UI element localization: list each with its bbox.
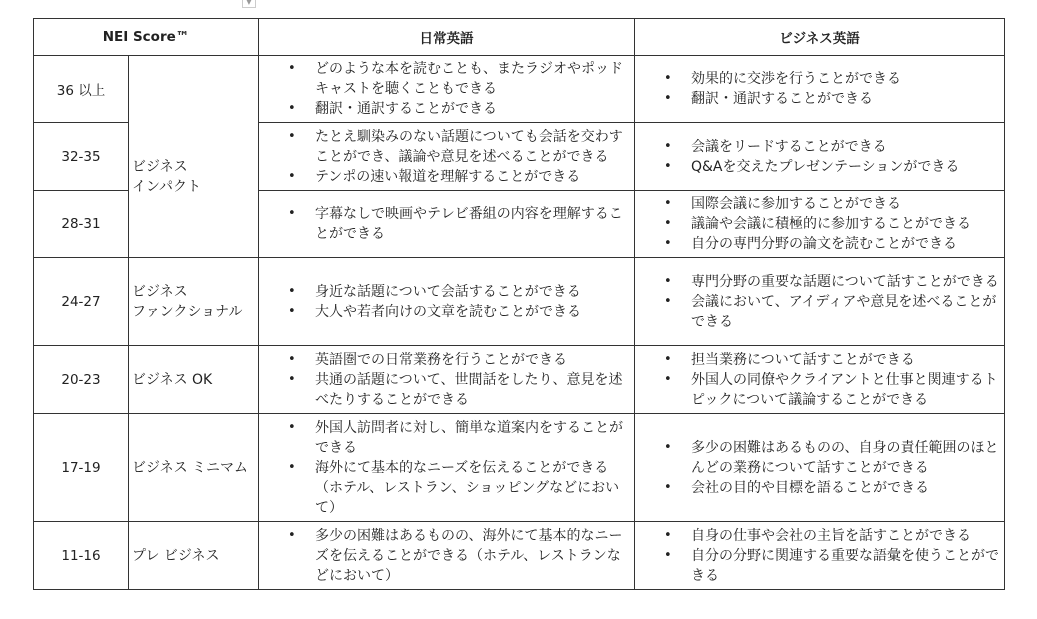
score-cell: 24-27 <box>34 258 129 346</box>
business-cell <box>635 258 1005 346</box>
level-cell: ビジネス OK <box>129 346 259 414</box>
business-cell <box>635 56 1005 123</box>
list-item: • たとえ馴染みのない話題についても会話を交わすことができ、議論や意見を述べることができる <box>315 127 630 167</box>
business-cell <box>635 414 1005 522</box>
business-cell <box>635 191 1005 258</box>
list-item: • どのような本を読むことも、またラジオやポッドキャストを聴くこともできる <box>315 59 630 99</box>
list-item: • 多少の困難はあるものの、海外にて基本的なニーズを伝えることができる（ホテル、レストランなどにおいて） <box>315 526 630 586</box>
list-item: • 担当業務について話すことができる <box>691 350 1000 370</box>
table-row <box>34 258 1005 346</box>
table-row <box>34 522 1005 590</box>
list-item: • 自分の分野に関連する重要な語彙を使うことができる <box>691 546 1000 586</box>
business-cell <box>635 346 1005 414</box>
score-cell: 36 以上 <box>34 56 129 123</box>
business-cell <box>635 522 1005 590</box>
list-item: • 自身の仕事や会社の主旨を話すことができる <box>691 526 1000 546</box>
score-cell: 28-31 <box>34 191 129 258</box>
list-item: • 英語圏での日常業務を行うことができる <box>315 350 630 370</box>
level-cell: ビジネス ファンクショナル <box>129 258 259 346</box>
level-cell: プレ ビジネス <box>129 522 259 590</box>
list-item: • 海外にて基本的なニーズを伝えることができる（ホテル、レストラン、ショッピングなどにおいて） <box>315 458 630 518</box>
table-row <box>34 346 1005 414</box>
list-item: • 議論や会議に積極的に参加することができる <box>691 214 1000 234</box>
score-cell: 11-16 <box>34 522 129 590</box>
header-daily-english: 日常英語 <box>259 19 635 56</box>
list-item: • 字幕なしで映画やテレビ番組の内容を理解することができる <box>315 204 630 244</box>
header-row <box>34 19 1005 56</box>
business-cell <box>635 123 1005 191</box>
list-item: • 国際会議に参加することができる <box>691 194 1000 214</box>
list-item: • 自分の専門分野の論文を読むことができる <box>691 234 1000 254</box>
list-item: • 会議をリードすることができる <box>691 137 1000 157</box>
table-row <box>34 414 1005 522</box>
score-cell: 32-35 <box>34 123 129 191</box>
daily-cell <box>259 258 635 346</box>
daily-cell <box>259 56 635 123</box>
list-item: • 外国人訪問者に対し、簡単な道案内をすることができる <box>315 418 630 458</box>
filter-dropdown-icon[interactable]: ▼ <box>242 0 256 8</box>
table-row <box>34 56 1005 123</box>
list-item: • 身近な話題について会話することができる <box>315 282 630 302</box>
nei-score-table <box>33 0 1005 590</box>
list-item: • 効果的に交渉を行うことができる <box>691 69 1000 89</box>
header-score: NEI Score™ <box>34 19 259 56</box>
list-item: • 外国人の同僚やクライアントと仕事と関連するトピックについて議論することができる <box>691 370 1000 410</box>
header-business-english: ビジネス英語 <box>635 19 1005 56</box>
list-item: • 専門分野の重要な話題について話すことができる <box>691 272 1000 292</box>
list-item: • Q&Aを交えたプレゼンテーションができる <box>691 157 1000 177</box>
level-label: ビジネス インパクト <box>132 158 202 195</box>
daily-cell <box>259 123 635 191</box>
list-item: • 翻訳・通訳することができる <box>691 89 1000 109</box>
score-cell: 20-23 <box>34 346 129 414</box>
level-cell: ビジネス ミニマム <box>129 414 259 522</box>
daily-cell <box>259 346 635 414</box>
list-item: • 会社の目的や目標を語ることができる <box>691 478 1000 498</box>
list-item: • 会議において、アイディアや意見を述べることができる <box>691 292 1000 332</box>
list-item: • 翻訳・通訳することができる <box>315 99 630 119</box>
list-item: • 大人や若者向けの文章を読むことができる <box>315 302 630 322</box>
daily-cell <box>259 191 635 258</box>
list-item: • テンポの速い報道を理解することができる <box>315 167 630 187</box>
daily-cell <box>259 414 635 522</box>
list-item: • 共通の話題について、世間話をしたり、意見を述べたりすることができる <box>315 370 630 410</box>
list-item: • 多少の困難はあるものの、自身の責任範囲のほとんどの業務について話すことができる <box>691 438 1000 478</box>
daily-cell <box>259 522 635 590</box>
score-cell: 17-19 <box>34 414 129 522</box>
